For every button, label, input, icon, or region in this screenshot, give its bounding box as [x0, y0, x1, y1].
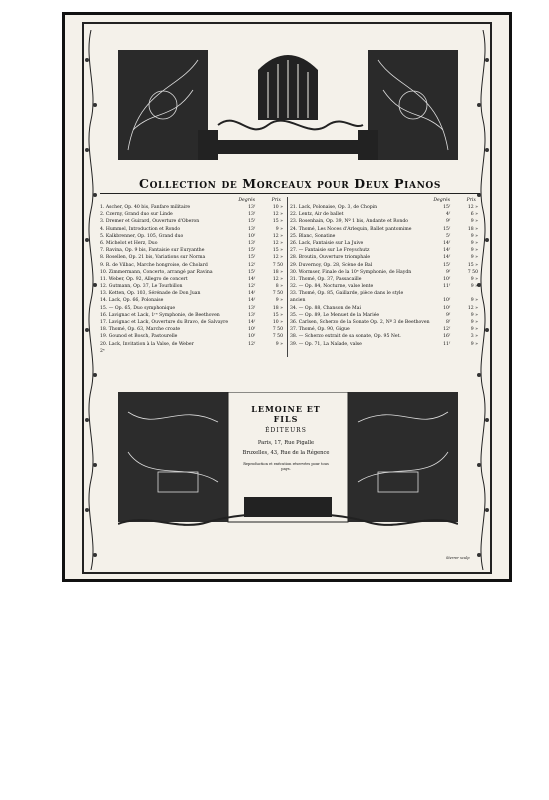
catalogue-entry [100, 297, 285, 304]
engraver-signature: Sterrer sculp [446, 556, 470, 560]
entry-net: 14ᶠ [443, 240, 450, 246]
entry-net: 10ᶠ [248, 327, 255, 333]
entry-price: 8 » [275, 284, 283, 290]
entry-price: 9 » [275, 298, 283, 304]
entry-price: 7 50 [272, 291, 283, 297]
entry-price: 7 50 [272, 334, 283, 340]
catalogue-entry [100, 305, 285, 312]
catalogue-entry [290, 290, 480, 297]
entry-net: 15ᶠ [443, 226, 450, 232]
catalogue-entry [290, 204, 480, 211]
entry-title: 2ᵉ [100, 348, 105, 354]
top-engraving [118, 30, 458, 170]
entry-price: 12 » [272, 240, 283, 246]
entry-title: 26. Lack, Fantaisie sur La Juive [290, 240, 364, 246]
entry-price: 9 » [470, 240, 478, 246]
catalogue-entry [290, 218, 480, 225]
catalogue-entry [100, 233, 285, 240]
catalogue-entry [290, 297, 480, 304]
catalogue-entry [290, 333, 480, 340]
entry-price: 3 » [470, 334, 478, 340]
entry-price: 9 » [275, 341, 283, 347]
catalogue-entry [100, 319, 285, 326]
entry-title: 14. Lack, Op. 66, Polonaise [100, 298, 164, 304]
entry-net: 13ᶠ [248, 212, 255, 218]
entry-net: 8ᶠ [446, 320, 450, 325]
entry-title: 22. Lentz, Air de ballet [290, 212, 344, 218]
catalogue-left [100, 197, 285, 355]
entry-title: 21. Lack, Polonaise, Op. 3, de Chopin [290, 205, 378, 210]
entry-price: 9 » [470, 219, 478, 225]
entry-net: 14ᶠ [248, 291, 255, 297]
entry-title: 32. — Op. 84, Nocturne, valse lente [290, 284, 374, 290]
entry-title: 10. Zimmermann, Concerto, arrangé par Ravina [100, 269, 213, 275]
catalogue-entry [100, 204, 285, 211]
catalogue-entry [290, 305, 480, 312]
catalogue-entry [100, 341, 285, 348]
entry-title: 19. Gounod et Bosch, Pastourelle [100, 334, 178, 340]
entry-net: 10ᶠ [443, 276, 450, 282]
page-title: Collection de Morceaux pour Deux Pianos [139, 176, 441, 191]
entry-net: 15ᶠ [443, 262, 450, 268]
entry-title: 28. Broutin, Ouverture triomphale [290, 255, 371, 261]
entry-net: 13ᶠ [248, 205, 255, 210]
entry-net: 14ᶠ [248, 276, 255, 282]
price-header: Prix [271, 198, 281, 203]
entry-title: 39. — Op. 71, La Naïade, valse [290, 341, 362, 347]
catalogue-entry [290, 226, 480, 233]
catalogue-right [290, 197, 480, 348]
entry-title: 16. Lavignac et Lack, 1ʳᵉ Symphonie, de Beethoven [100, 312, 220, 318]
entry-price: 9 » [470, 276, 478, 282]
catalogue-entry [100, 348, 285, 355]
entry-price: 6 » [470, 212, 478, 218]
entry-price: 9 » [470, 255, 478, 261]
catalogue-entry [290, 276, 480, 283]
entry-price: 9 » [275, 226, 283, 232]
catalogue-entry [100, 326, 285, 333]
entry-title: 9. R. de Vilbac, Marche hongroise, de Cholard [100, 262, 208, 268]
entry-price: 12 » [272, 276, 283, 282]
entry-net: 10ᶠ [443, 305, 450, 311]
entry-price: 7 50 [272, 327, 283, 333]
publisher-role: ÉDITEURS [265, 427, 307, 434]
entry-price: 10 » [272, 320, 283, 325]
publisher-name: LEMOINE ET FILS [251, 404, 321, 424]
entry-price: 9 » [470, 327, 478, 333]
address-paris: Paris, 17, Rue Pigalle [257, 440, 315, 446]
entry-price: 9 » [470, 320, 478, 325]
entry-price: 7 50 [272, 262, 283, 268]
entry-net: 14ᶠ [248, 298, 255, 304]
entry-net: 15ᶠ [248, 248, 255, 254]
catalogue-entry [100, 333, 285, 340]
entry-net: 12ᶠ [248, 341, 255, 347]
catalogue-entry [100, 226, 285, 233]
entry-net: 14ᶠ [248, 320, 255, 325]
entry-title: 4. Hummel, Introduction et Rondo [100, 226, 181, 232]
entry-title: 27. — Fantaisie sur Le Freyschutz [290, 248, 370, 254]
catalogue-entry [290, 319, 480, 326]
entry-price: 15 » [272, 219, 283, 225]
entry-net: 5ᶠ [446, 233, 450, 239]
catalogue-entry [290, 262, 480, 269]
net-header: Degrés [433, 198, 450, 203]
entry-price: 15 » [467, 262, 478, 268]
catalogue-entry [100, 276, 285, 283]
entry-title: 15. — Op. 65, Duo symphonique [100, 305, 176, 311]
entry-title: 6. Michelot et Herz, Duo [100, 240, 158, 246]
entry-price: 12 » [272, 233, 283, 239]
entry-title: 12. Gutmann, Op. 37, Le Tourbillon [100, 284, 183, 290]
entry-title: 37. Thomé, Op. 90, Gigue [290, 327, 350, 333]
publisher-block [238, 404, 334, 471]
entry-price: 18 » [272, 305, 283, 311]
entry-net: 11ᶠ [443, 341, 450, 347]
entry-net: 11ᶠ [443, 284, 450, 290]
catalogue-entry [290, 283, 480, 290]
catalogue-entry [290, 247, 480, 254]
entry-price: 12 » [467, 305, 478, 311]
entry-net: 13ᶠ [248, 226, 255, 232]
catalogue-entry [290, 341, 480, 348]
catalogue-entry [290, 326, 480, 333]
entry-title: 1. Ascher, Op. 40 bis, Fanfare militaire [100, 205, 191, 210]
entry-net: 15ᶠ [248, 219, 255, 225]
address-brussels: Bruxelles, 43, Rue de la Régence [242, 450, 330, 456]
entry-price: 12 » [272, 255, 283, 261]
entry-title: 7. Ravina, Op. 9 bis, Fantaisie sur Euryanthe [100, 248, 205, 254]
column-header [100, 197, 285, 204]
entry-price: 9 » [470, 312, 478, 318]
catalogue-entry [290, 312, 480, 319]
vine-border-left [84, 30, 98, 570]
entry-title: 31. Thomé, Op. 37, Passacaille [290, 276, 362, 282]
entry-title: 2. Czerny, Grand duo sur Linde [100, 212, 173, 218]
entry-net: 10ᶠ [248, 233, 255, 239]
entry-price: 9 » [470, 233, 478, 239]
entry-title: 38. — Scherzo extrait de sa sonate, Op. 95 Net. [290, 334, 401, 340]
entry-price: 15 » [272, 248, 283, 254]
catalogue-entry [100, 269, 285, 276]
entry-net: 15ᶠ [443, 205, 450, 210]
entry-title: 18. Thomé, Op. 63, Marche croate [100, 327, 181, 333]
entry-price: 9 » [470, 284, 478, 290]
entry-price: 9 » [470, 248, 478, 254]
entry-price: 15 » [272, 312, 283, 318]
entry-title: 17. Lavignac et Lack, Ouverture du Bravo, de Salvayre [100, 320, 229, 325]
entry-net: 12ᶠ [248, 262, 255, 268]
entry-title: 36. Carlsen, Scherzo de la Sonate Op. 2, Nº 3 de Beethoven [290, 320, 430, 325]
entry-net: 15ᶠ [248, 269, 255, 275]
catalogue-entry [100, 254, 285, 261]
catalogue-entry [100, 218, 285, 225]
entry-net: 13ᶠ [248, 240, 255, 246]
catalogue-entry [100, 290, 285, 297]
catalogue-entry [290, 233, 480, 240]
entry-net: 16ᶠ [443, 334, 450, 340]
entry-title: 11. Weber, Op. 92, Allegro de concert [100, 276, 188, 282]
catalogue-entry [100, 211, 285, 218]
entry-net: 12ᶠ [443, 327, 450, 333]
entry-price: 12 » [467, 205, 478, 210]
entry-title: 34. — Op. 88, Chanson de Mai [290, 305, 361, 311]
entry-net: 13ᶠ [248, 305, 255, 311]
column-divider [287, 197, 288, 357]
catalogue-entry [290, 240, 480, 247]
entry-net: 14ᶠ [443, 255, 450, 261]
entry-title: 20. Lack, Invitation à la Valse, de Weber [100, 341, 194, 347]
entry-net: 10ᶠ [248, 334, 255, 340]
title-rule [100, 193, 480, 194]
entry-net: 9ᶠ [446, 269, 450, 275]
entry-title: 25. Blanc, Sonatine [290, 233, 336, 239]
net-header: Degrés [238, 198, 255, 203]
catalogue-entry [100, 240, 285, 247]
entry-price: 7 50 [467, 269, 478, 275]
entry-price: 9 » [470, 341, 478, 347]
entry-title: 29. Duvernoy, Op. 28, Scène de Bal [290, 262, 373, 268]
catalogue-entry [290, 254, 480, 261]
entry-price: 18 » [272, 269, 283, 275]
entry-net: 12ᶠ [248, 284, 255, 290]
entry-title: 8. Rosellen, Op. 21 bis, Variations sur Norma [100, 255, 206, 261]
catalogue-entry [290, 269, 480, 276]
entry-title: 24. Thomé, Les Noces d'Arlequin, Ballet pantomime [290, 226, 412, 232]
entry-title: 3. Dremer et Guirard, Ouverture d'Oberon [100, 219, 200, 225]
catalogue-entry [100, 283, 285, 290]
entry-net: 10ᶠ [443, 298, 450, 304]
entry-title: ancien [290, 298, 306, 304]
catalogue-entry [100, 312, 285, 319]
entry-net: 9ᶠ [446, 312, 450, 318]
catalogue-entry [100, 262, 285, 269]
entry-price: 12 » [272, 212, 283, 218]
catalogue-entry [100, 247, 285, 254]
entry-price: 9 » [470, 298, 478, 304]
entry-title: 33. Thomé, Op. 85, Gaillarde, pièce dans le style [290, 291, 404, 297]
entry-title: 23. Rosenhain, Op. 39, Nº 1 bis, Andante et Rondo [290, 219, 409, 225]
price-header: Prix [466, 198, 476, 203]
entry-net: 13ᶠ [248, 312, 255, 318]
entry-price: 18 » [467, 226, 478, 232]
rights-note: Reproduction et exécution réservées pour tous pays. [243, 462, 329, 471]
entry-net: 14ᶠ [443, 248, 450, 254]
entry-title: 30. Wormser, Finale de la 10ᵉ Symphonie, de Haydn [290, 269, 412, 275]
entry-price: 10 » [272, 205, 283, 210]
column-header [290, 197, 480, 204]
catalogue-entry [290, 211, 480, 218]
entry-title: 35. — Op. 89, Le Menuet de la Mariée [290, 312, 380, 318]
entry-net: 9ᶠ [446, 219, 450, 225]
entry-title: 5. Kalkbrenner, Op. 105, Grand duo [100, 233, 184, 239]
entry-title: 13. Ketten, Op. 103, Sérénade de Don Juan [100, 291, 201, 297]
entry-net: 4ᶠ [446, 212, 450, 218]
entry-net: 15ᶠ [248, 255, 255, 261]
